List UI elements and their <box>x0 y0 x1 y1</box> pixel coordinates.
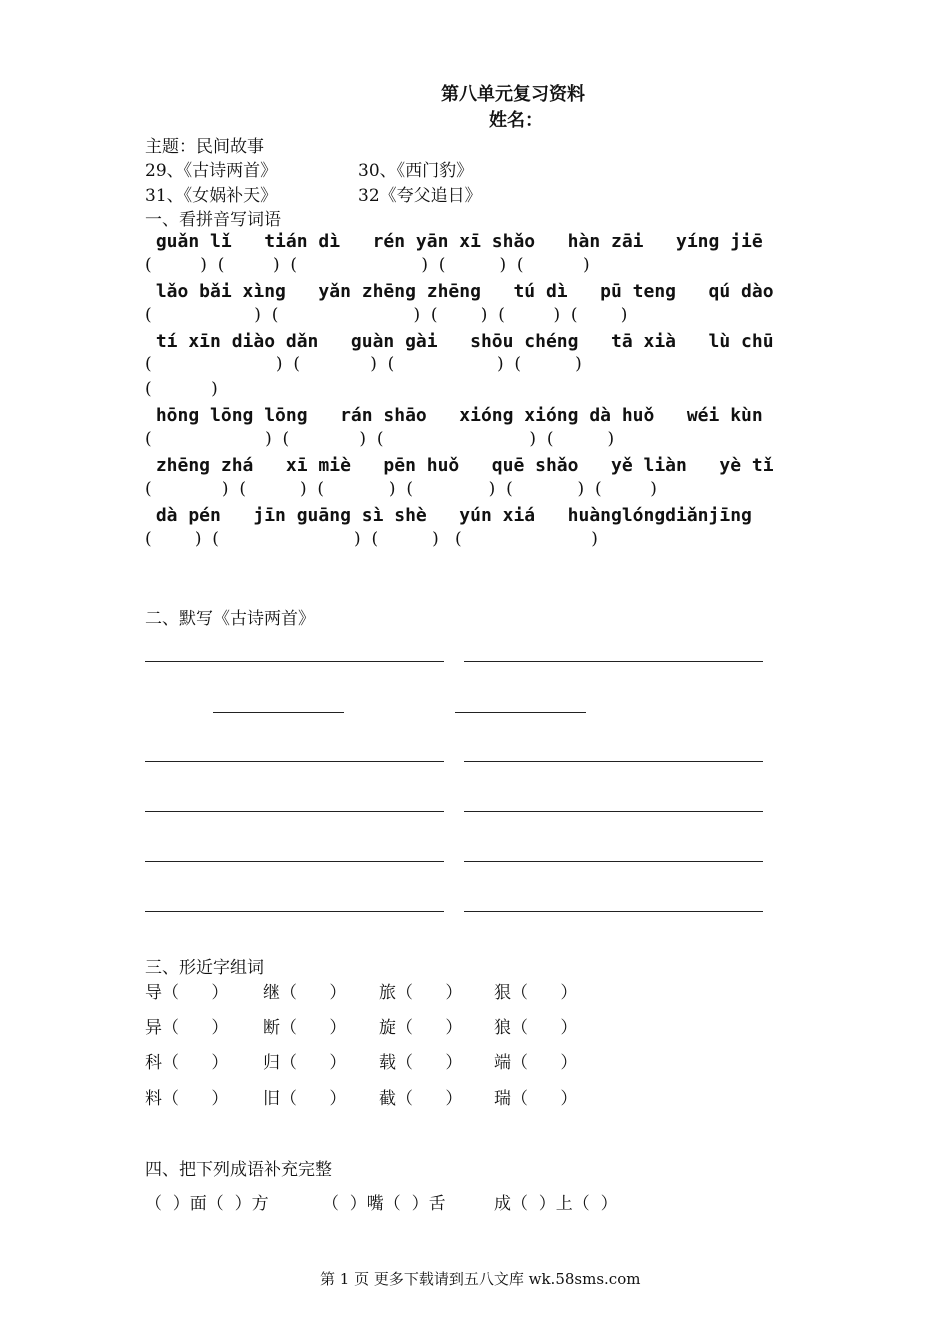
answer-blanks-row[interactable]: ( ) ( ) ( ) ( ) ( ) ( ) <box>145 479 657 499</box>
writing-line[interactable] <box>145 861 444 862</box>
lesson-31: 31、《女娲补天》 <box>145 186 278 206</box>
char-group-item[interactable]: 截（ ） <box>379 1089 463 1109</box>
lesson-32: 32《夸父追日》 <box>358 186 482 206</box>
char-group-item[interactable]: 归（ ） <box>263 1053 347 1073</box>
writing-line[interactable] <box>145 811 444 812</box>
section-3-title: 三、形近字组词 <box>145 958 264 978</box>
pinyin-row: dà pén jīn guāng sì shè yún xiá huànglóngdiǎnjīng <box>145 505 752 526</box>
pinyin-row: tí xīn diào dǎn guàn gài shōu chéng tā xià lù chū <box>145 331 774 352</box>
writing-line[interactable] <box>464 811 763 812</box>
lesson-30: 30、《西门豹》 <box>358 161 474 181</box>
pinyin-row: guǎn lǐ tián dì rén yān xī shǎo hàn zāi yíng jiē <box>145 231 763 252</box>
char-group-item[interactable]: 科（ ） <box>145 1053 229 1073</box>
idiom-item[interactable]: （ ）嘴（ ）舌 <box>322 1194 446 1214</box>
name-label: 姓名： <box>489 110 543 131</box>
writing-line[interactable] <box>145 911 444 912</box>
pinyin-row: zhēng zhá xī miè pēn huǒ quē shǎo yě liàn yè tǐ <box>145 455 774 476</box>
lesson-29: 29、《古诗两首》 <box>145 161 278 181</box>
writing-line[interactable] <box>145 661 444 662</box>
answer-blanks-row[interactable]: ( ) ( ) ( ) ( ) <box>145 354 582 374</box>
section-2-title: 二、默写《古诗两首》 <box>145 609 315 629</box>
char-group-item[interactable]: 狼（ ） <box>494 1018 578 1038</box>
char-group-item[interactable]: 导（ ） <box>145 983 229 1003</box>
answer-blanks-row[interactable]: ( ) <box>145 379 218 399</box>
writing-line[interactable] <box>464 761 763 762</box>
char-group-item[interactable]: 旋（ ） <box>379 1018 463 1038</box>
writing-line[interactable] <box>464 861 763 862</box>
answer-blanks-row[interactable]: ( ) ( ) ( ) ( ) ( ) <box>145 255 590 275</box>
writing-line[interactable] <box>213 712 344 713</box>
writing-line[interactable] <box>145 761 444 762</box>
char-group-item[interactable]: 旅（ ） <box>379 983 463 1003</box>
idiom-item[interactable]: 成（ ）上（ ） <box>494 1194 618 1214</box>
char-group-item[interactable]: 料（ ） <box>145 1089 229 1109</box>
writing-line[interactable] <box>455 712 586 713</box>
answer-blanks-row[interactable]: ( ) ( ) ( ) ( ) <box>145 429 615 449</box>
writing-line[interactable] <box>464 911 763 912</box>
pinyin-row: hōng lōng lōng rán shāo xióng xióng dà huǒ wéi kùn <box>145 405 763 426</box>
pinyin-row: lǎo bǎi xìng yǎn zhēng zhēng tú dì pū teng qú dào <box>145 281 774 302</box>
char-group-item[interactable]: 断（ ） <box>263 1018 347 1038</box>
answer-blanks-row[interactable]: ( ) ( ) ( ) ( ) <box>145 529 598 549</box>
char-group-item[interactable]: 继（ ） <box>263 983 347 1003</box>
char-group-item[interactable]: 载（ ） <box>379 1053 463 1073</box>
char-group-item[interactable]: 瑞（ ） <box>494 1089 578 1109</box>
section-4-title: 四、把下列成语补充完整 <box>145 1160 332 1180</box>
char-group-item[interactable]: 狠（ ） <box>494 983 578 1003</box>
page-title: 第八单元复习资料 <box>441 84 585 105</box>
section-1-title: 一、看拼音写词语 <box>145 210 281 230</box>
char-group-item[interactable]: 异（ ） <box>145 1018 229 1038</box>
answer-blanks-row[interactable]: ( ) ( ) ( ) ( ) ( ) <box>145 305 628 325</box>
page-footer: 第 1 页 更多下载请到五八文库 wk.58sms.com <box>320 1270 641 1288</box>
writing-line[interactable] <box>464 661 763 662</box>
char-group-item[interactable]: 端（ ） <box>494 1053 578 1073</box>
theme-line: 主题：民间故事 <box>145 137 264 157</box>
char-group-item[interactable]: 旧（ ） <box>263 1089 347 1109</box>
idiom-item[interactable]: （ ）面（ ）方 <box>145 1194 269 1214</box>
